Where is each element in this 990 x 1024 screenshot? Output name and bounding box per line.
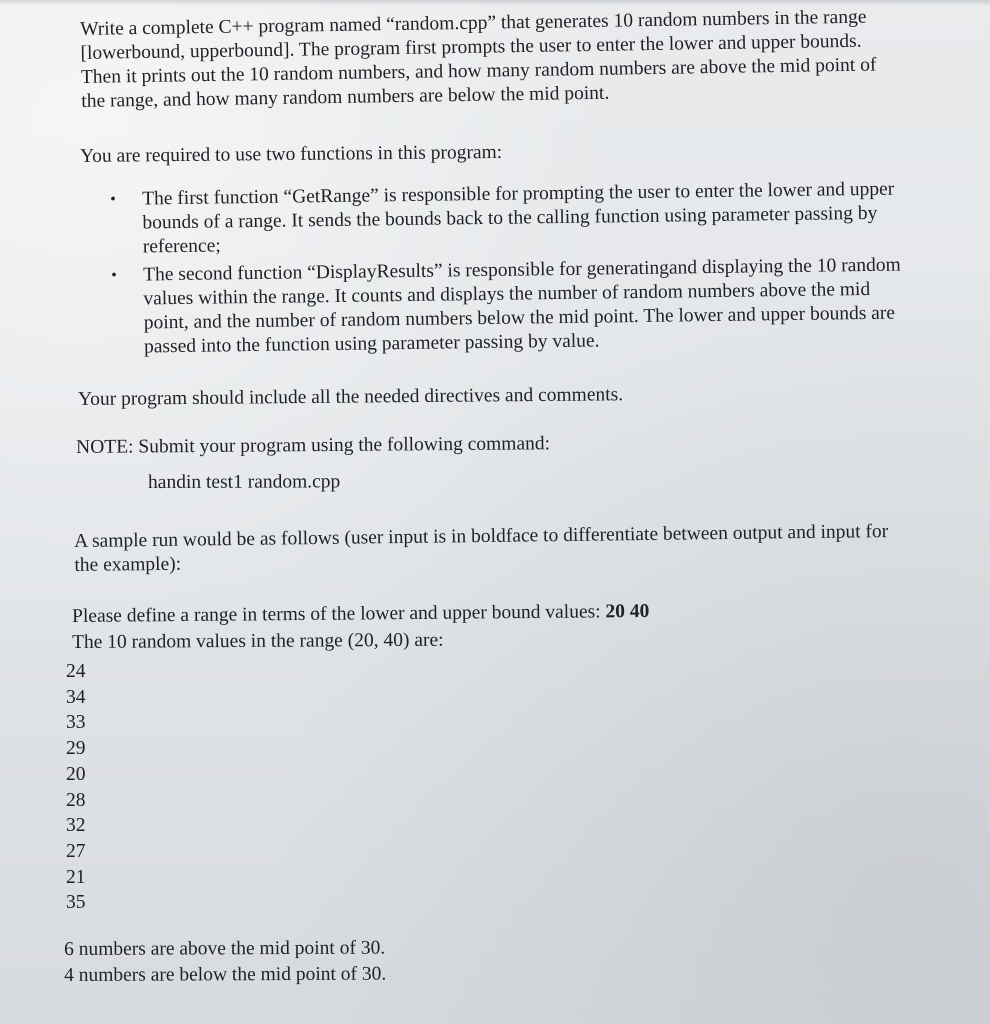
random-number: 34 (66, 686, 86, 708)
random-number: 21 (66, 866, 86, 888)
bullet-icon: • (111, 266, 117, 284)
summary-above-midpoint: 6 numbers are above the mid point of 30. (64, 937, 386, 960)
sample-run-intro: A sample run would be as follows (user input is in boldface to differentiate between output and input for the example): (74, 521, 889, 576)
bullet-text: The second function “DisplayResults” is responsible for generatingand displaying the 10 random values within the range. It counts and displays the number of random numbers above the mid point, and the number of random numbers below the mid point. The lower and upper bounds are passed into the function using parameter passing by value. (143, 254, 901, 358)
function-requirements-list (102, 177, 914, 364)
submission-note: NOTE: Submit your program using the following command: (76, 433, 551, 458)
summary-below-midpoint: 4 numbers are below the mid point of 30. (64, 963, 387, 986)
bullet-getrange (102, 177, 913, 260)
random-number: 32 (66, 815, 86, 837)
sample-prompt-text: Please define a range in terms of the lower and upper bound values: (72, 601, 606, 627)
random-number: 27 (66, 840, 86, 862)
sample-prompt-line (72, 598, 892, 629)
functions-intro: You are required to use two functions in this program: (80, 141, 503, 167)
random-number: 24 (66, 661, 86, 682)
directives-note: Your program should include all the needed directives and comments. (78, 384, 624, 410)
assignment-intro: Write a complete C++ program named “random.cpp” that generates 10 random numbers in the range [lowerbound, upperbound]. The program first prompts the user to enter the lower and upper bounds. Then it prints out the 10 random numbers, and how many random numbers are above the mid point of the range, and how many random numbers are below the mid point. (80, 6, 877, 112)
random-number: 33 (66, 712, 86, 734)
random-number-list (66, 659, 186, 916)
bullet-text: The first function “GetRange” is responsible for prompting the user to enter the lower and upper bounds of a range. It sends the bounds back to the calling function using parameter passing by reference; (142, 178, 895, 258)
bullet-displayresults (103, 253, 914, 360)
bullet-icon: • (110, 190, 116, 208)
sample-user-input: 20 40 (605, 600, 650, 623)
handin-command: handin test1 random.cpp (148, 471, 341, 493)
random-number: 35 (66, 892, 86, 914)
sample-values-heading: The 10 random values in the range (20, 40) are: (72, 629, 444, 653)
random-number: 20 (66, 763, 86, 785)
random-number: 28 (66, 789, 86, 811)
random-number: 29 (66, 738, 86, 760)
